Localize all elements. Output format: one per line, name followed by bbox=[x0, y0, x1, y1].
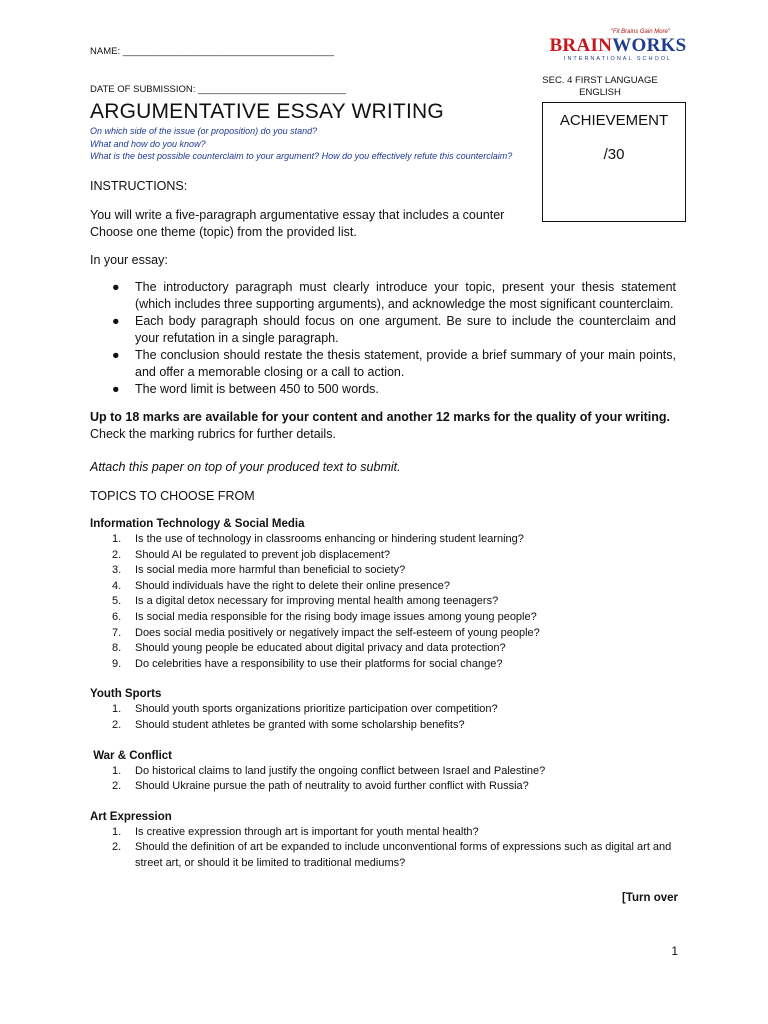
list-item: 2. Should student athletes be granted with some scholarship benefits? bbox=[112, 718, 465, 731]
list-item: 1. Is the use of technology in classrooms enhancing or hindering student learning? bbox=[112, 533, 524, 545]
marks-rubric-note: Check the marking rubrics for further details. bbox=[90, 427, 336, 441]
list-item: 9. Do celebrities have a responsibility to use their platforms for social change? bbox=[112, 657, 503, 670]
list-item: 6. Is social media responsible for the rising body image issues among young people? bbox=[112, 610, 537, 623]
course-line: ENGLISH bbox=[579, 87, 621, 98]
guiding-question: What and how do you know? bbox=[90, 138, 206, 149]
guiding-question: What is the best possible counterclaim to your argument? How do you effectively refute this counterclaim? bbox=[90, 151, 513, 162]
marks-note: Up to 18 marks are available for your content and another 12 marks for the quality of your writing. bbox=[90, 410, 670, 424]
instructions-intro-line: Choose one theme (topic) from the provided list. bbox=[90, 225, 357, 239]
topic-title: Information Technology & Social Media bbox=[90, 518, 305, 530]
achievement-box bbox=[542, 102, 686, 222]
instructions-intro-line: You will write a five-paragraph argumentative essay that includes a counter bbox=[90, 208, 505, 222]
bullet-icon: ● bbox=[112, 382, 120, 396]
list-item: 4. Should individuals have the right to delete their online presence? bbox=[112, 579, 450, 592]
list-item: 2. Should Ukraine pursue the path of neutrality to avoid further conflict with Russia? bbox=[112, 780, 529, 793]
topic-title: War & Conflict bbox=[90, 749, 172, 762]
list-item: 1. Do historical claims to land justify the ongoing conflict between Israel and Palestine? bbox=[112, 764, 546, 777]
list-item: ● The conclusion should restate the thesis statement, provide a brief summary of your main points, and offer a memorable closing or a call to action. bbox=[112, 348, 676, 379]
achievement-title: ACHIEVEMENT bbox=[559, 112, 669, 129]
guiding-question: On which side of the issue (or proposition) do you stand? bbox=[90, 126, 318, 136]
achievement-score: /30 bbox=[603, 146, 625, 163]
topic-list bbox=[90, 825, 676, 872]
essay-requirements-list bbox=[90, 279, 676, 398]
bullet-icon: ● bbox=[112, 314, 120, 328]
list-item: 2. Should the definition of art be expanded to include unconventional forms of expressions such as digital art and street art, or should it be limited to traditional mediums? bbox=[112, 841, 672, 869]
list-item: 2. Should AI be regulated to prevent job displacement? bbox=[112, 548, 391, 561]
name-field-label: NAME: ________________________________________ bbox=[90, 46, 335, 57]
page-title: ARGUMENTATIVE ESSAY WRITING bbox=[90, 100, 444, 123]
in-your-essay-label: In your essay: bbox=[90, 253, 168, 267]
bullet-icon: ● bbox=[112, 348, 120, 362]
turn-over-note: [Turn over bbox=[621, 892, 678, 904]
logo-slogan: "Fit Brains Gain More" bbox=[610, 29, 670, 35]
topic-group bbox=[90, 516, 676, 672]
topic-list bbox=[90, 532, 676, 672]
bullet-icon: ● bbox=[112, 280, 120, 294]
topic-group bbox=[90, 686, 676, 733]
logo-wordmark bbox=[548, 36, 688, 56]
attach-note: Attach this paper on top of your produced text to submit. bbox=[90, 460, 401, 474]
topic-list bbox=[90, 702, 676, 733]
list-item: 1. Is creative expression through art is important for youth mental health? bbox=[112, 825, 479, 838]
list-item: 3. Is social media more harmful than beneficial to society? bbox=[112, 564, 406, 577]
topic-group bbox=[90, 809, 676, 872]
guiding-questions bbox=[90, 125, 512, 163]
list-item: 8. Should young people be educated about digital privacy and data protection? bbox=[112, 642, 506, 655]
topic-list bbox=[90, 764, 676, 795]
logo-brain-text: BRAIN bbox=[549, 35, 613, 56]
course-line: SEC. 4 FIRST LANGUAGE bbox=[542, 75, 658, 86]
topics-heading: TOPICS TO CHOOSE FROM bbox=[90, 489, 255, 503]
topic-title: Art Expression bbox=[90, 810, 172, 823]
logo-works-text: WORKS bbox=[612, 35, 687, 56]
list-item: 5. Is a digital detox necessary for improving mental health among teenagers? bbox=[112, 595, 499, 608]
list-item: ● The word limit is between 450 to 500 words. bbox=[112, 382, 379, 396]
instructions-heading: INSTRUCTIONS: bbox=[90, 179, 188, 193]
instructions-section bbox=[90, 178, 676, 872]
school-logo bbox=[548, 28, 688, 72]
course-label bbox=[540, 75, 660, 99]
date-of-submission-label: DATE OF SUBMISSION: ____________________________ bbox=[90, 84, 346, 95]
list-item: 1. Should youth sports organizations prioritize participation over competition? bbox=[112, 703, 498, 716]
list-item: ● Each body paragraph should focus on one argument. Be sure to include the counterclaim and your refutation in a single paragraph. bbox=[112, 314, 676, 345]
list-item: 7. Does social media positively or negatively impact the self-esteem of young people? bbox=[112, 626, 540, 639]
topic-title: Youth Sports bbox=[90, 688, 162, 701]
topic-group bbox=[90, 748, 676, 795]
logo-subtitle: INTERNATIONAL SCHOOL bbox=[563, 56, 673, 62]
page-number: 1 bbox=[671, 944, 678, 958]
list-item: ● The introductory paragraph must clearly introduce your topic, present your thesis statement (which includes three supporting arguments), and acknowledge the most significant counterclaim. bbox=[112, 280, 676, 311]
